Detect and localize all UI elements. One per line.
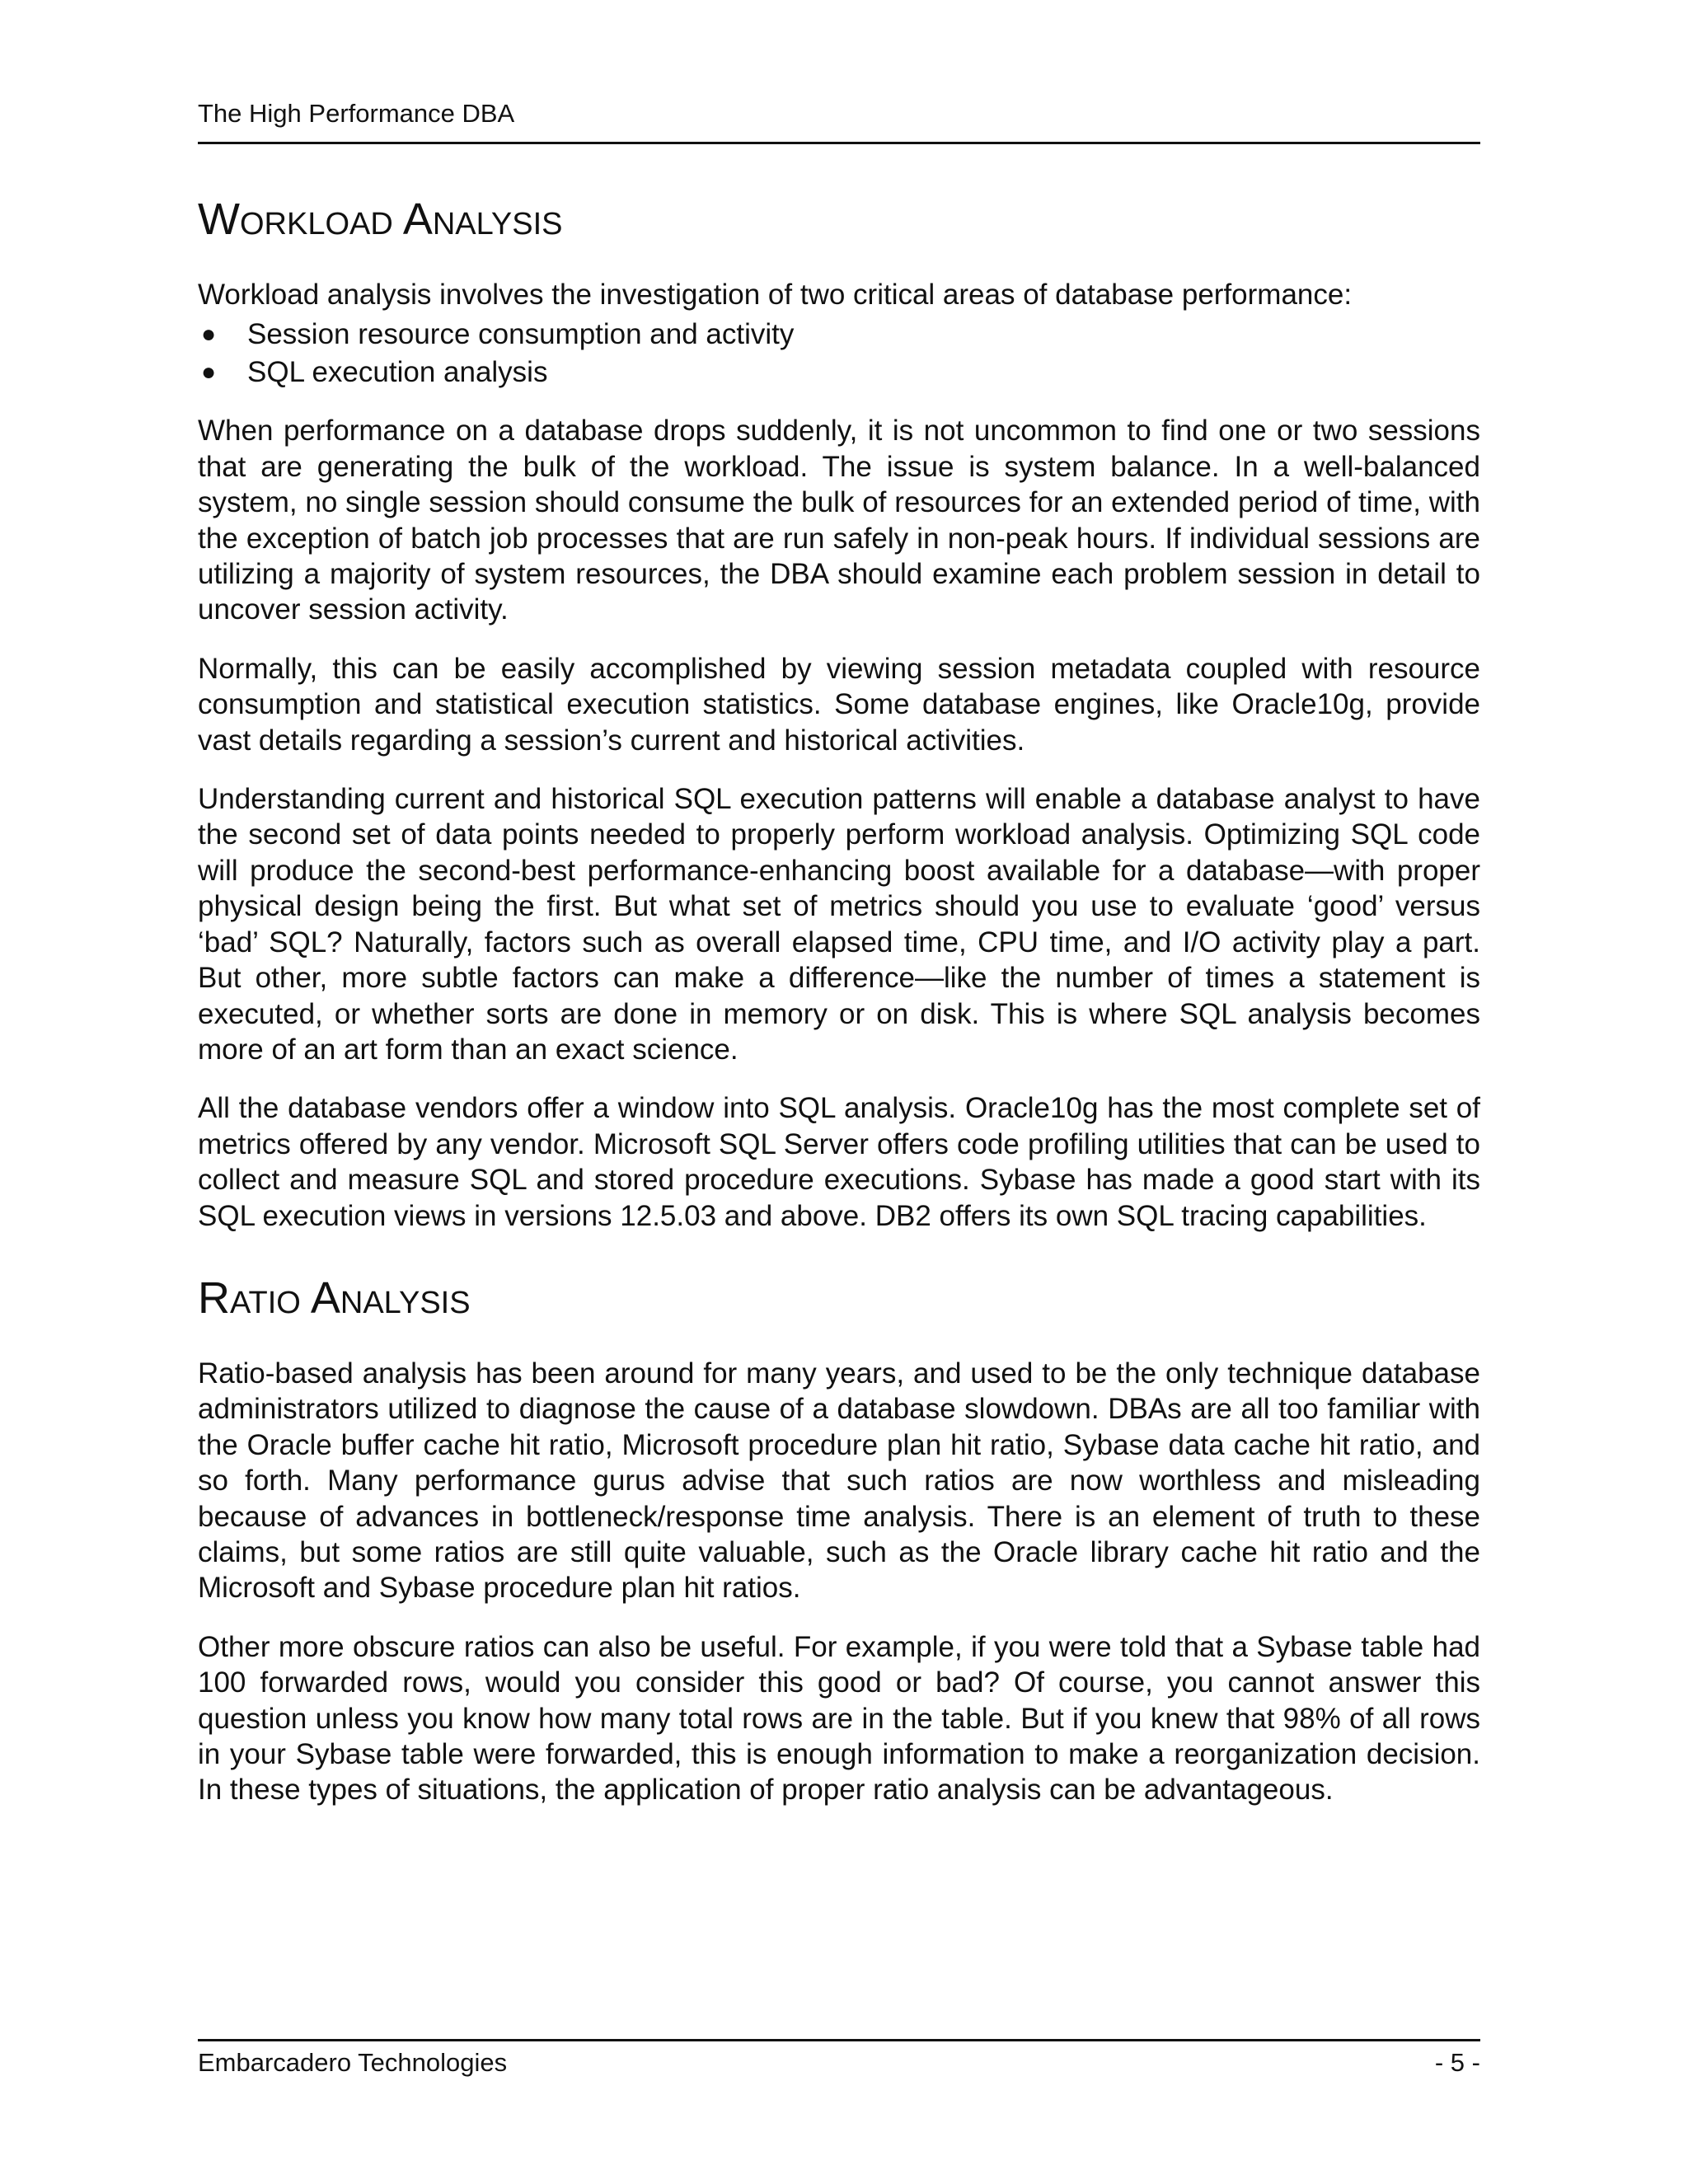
bullet-item bbox=[198, 316, 1480, 354]
header-title: The High Performance DBA bbox=[198, 99, 515, 128]
section-heading: Workload Analysis bbox=[198, 194, 563, 244]
body-paragraph: Understanding current and historical SQL execution patterns will enable a database analyst to have the second set of data points needed to properly perform workload analysis. Optimizing SQL code will produce the second-best performance-enhancing boost available for a database—with proper physical design being the first. But what set of metrics should you use to evaluate ‘good’ versus ‘bad’ SQL? Naturally, factors such as overall elapsed time, CPU time, and I/O activity play a part. But other, more subtle factors can make a difference—like the number of times a statement is executed, or whether sorts are done in memory or on disk. This is where SQL analysis becomes more of an art form than an exact science. bbox=[198, 783, 1480, 1066]
body-paragraph: Normally, this can be easily accomplished by viewing session metadata coupled with resource consumption and statistical execution statistics. Some database engines, like Oracle10g, provide vast details regarding a session’s current and historical activities. bbox=[198, 652, 1480, 757]
bullet-icon: ● bbox=[201, 321, 217, 349]
intro-paragraph: Workload analysis involves the investigation of two critical areas of database performance: bbox=[198, 279, 1353, 311]
page-header bbox=[198, 97, 1480, 144]
footer-company: Embarcadero Technologies bbox=[198, 2048, 508, 2077]
footer-page-number: - 5 - bbox=[1434, 2048, 1480, 2077]
section-heading: Ratio Analysis bbox=[198, 1272, 471, 1323]
bullet-icon: ● bbox=[201, 359, 217, 387]
bullet-text: SQL execution analysis bbox=[247, 356, 548, 389]
bullet-item bbox=[198, 354, 1480, 391]
body-paragraph: When performance on a database drops suddenly, it is not uncommon to find one or two sessions that are generating the bulk of the workload. The issue is system balance. In a well-balanced system, no single session should consume the bulk of resources for an extended period of time, with the exception of batch job processes that are run safely in non-peak hours. If individual sessions are utilizing a majority of system resources, the DBA should examine each problem session in detail to uncover session activity. bbox=[198, 415, 1480, 626]
page-footer bbox=[198, 2039, 1480, 2083]
body-paragraph: Ratio-based analysis has been around for many years, and used to be the only technique database administrators utilized to diagnose the cause of a database slowdown. DBAs are all too familiar with the Oracle buffer cache hit ratio, Microsoft procedure plan hit ratio, Sybase data cache hit ratio, and so forth. Many performance gurus advise that such ratios are now worthless and misleading because of advances in bottleneck/response time analysis. There is an element of truth to these claims, but some ratios are still quite valuable, such as the Oracle library cache hit ratio and the Microsoft and Sybase procedure plan hit ratios. bbox=[198, 1357, 1480, 1605]
document-body bbox=[198, 190, 1480, 1831]
bullet-text: Session resource consumption and activity bbox=[247, 318, 795, 351]
body-paragraph: Other more obscure ratios can also be useful. For example, if you were told that a Sybase table had 100 forwarded rows, would you consider this good or bad? Of course, you cannot answer this question unless you know how many total rows are in the table. But if you knew that 98% of all rows in your Sybase table were forwarded, this is enough information to make a reorganization decision. In these types of situations, the application of proper ratio analysis can be advantageous. bbox=[198, 1630, 1480, 1807]
section-workload-analysis bbox=[198, 190, 1480, 1234]
section-ratio-analysis bbox=[198, 1268, 1480, 1808]
body-paragraph: All the database vendors offer a window into SQL analysis. Oracle10g has the most complete set of metrics offered by any vendor. Microsoft SQL Server offers code profiling utilities that can be used to collect and measure SQL and stored procedure executions. Sybase has made a good start with its SQL execution views in versions 12.5.03 and above. DB2 offers its own SQL tracing capabilities. bbox=[198, 1092, 1480, 1232]
bullet-list bbox=[198, 316, 1480, 391]
